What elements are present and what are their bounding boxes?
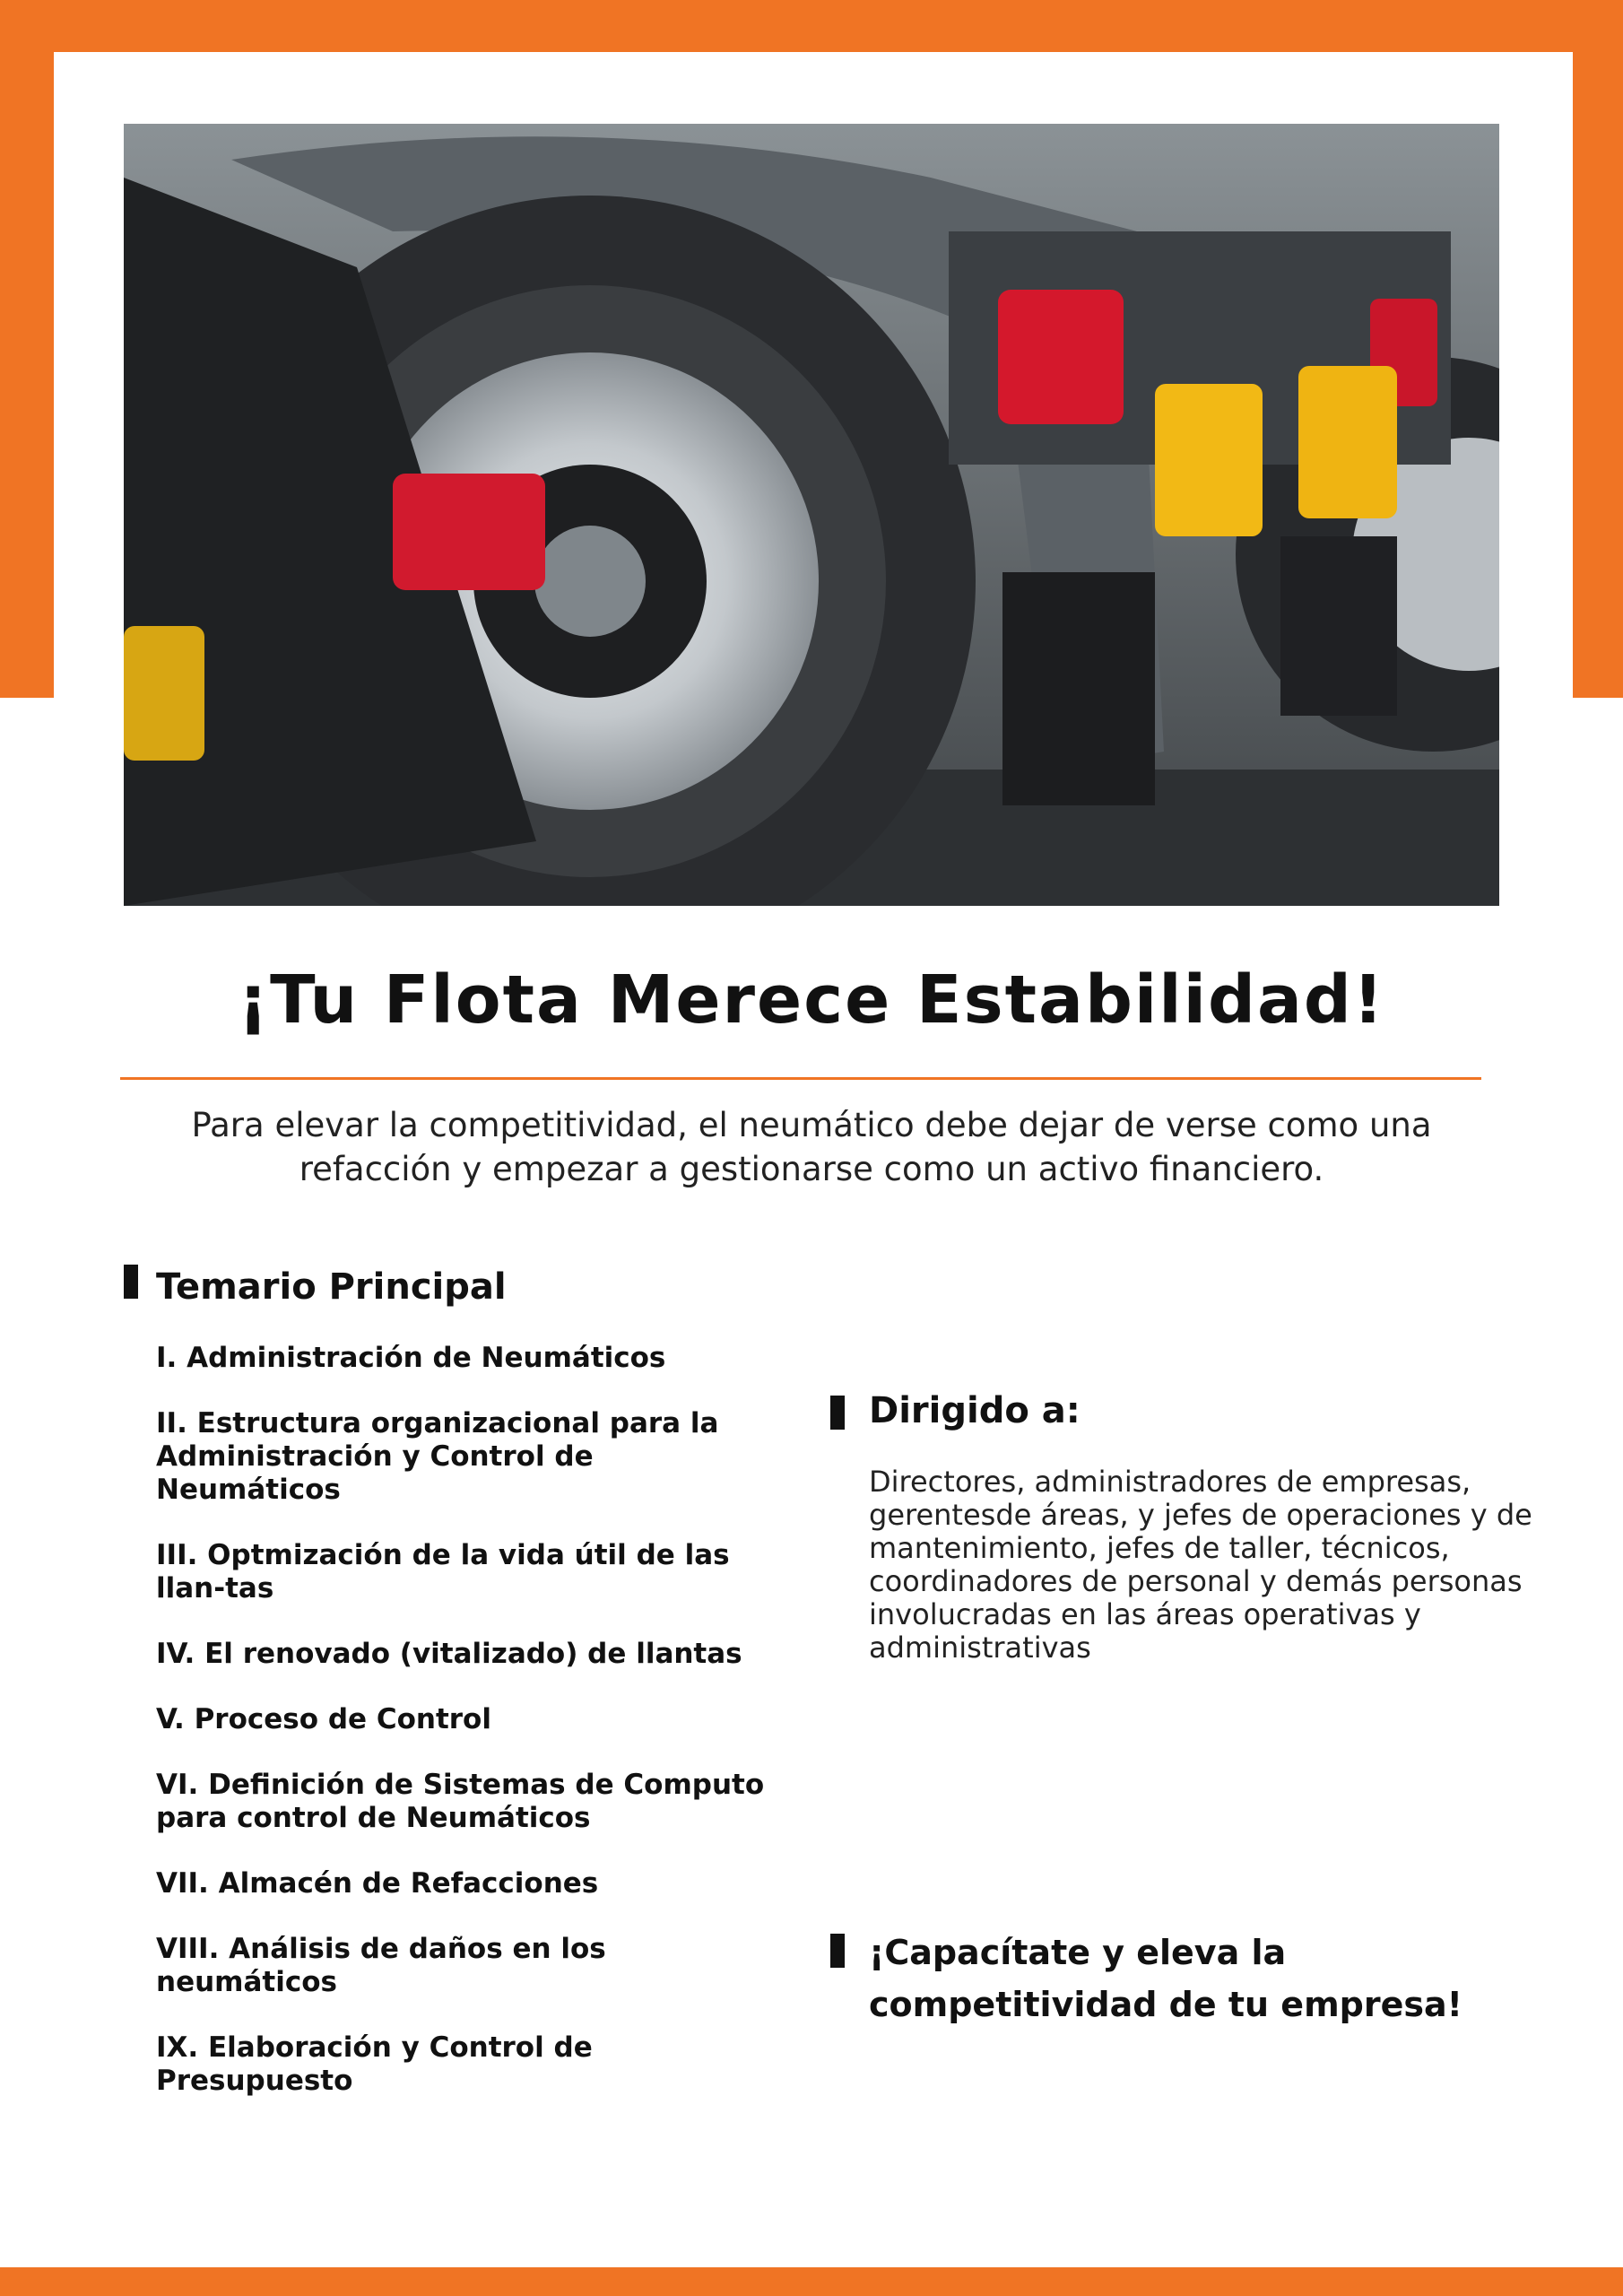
syllabus-item: III. Optmización de la vida útil de las llan-tas [156, 1539, 730, 1605]
audience-heading: Dirigido a: [869, 1390, 1081, 1431]
section-marker-syllabus [124, 1265, 138, 1299]
page-title: ¡Tu Flota Merece Estabilidad! [238, 961, 1385, 1039]
subtitle: Para elevar la competitividad, el neumático debe dejar de verse como una refacción y empezar a gestionarse como un activo financiero. [191, 1106, 1432, 1188]
section-marker-cta [830, 1934, 845, 1968]
syllabus-list [156, 1342, 784, 2130]
syllabus-item: II. Estructura organizacional para la Administración y Control de Neumáticos [156, 1407, 719, 1506]
truck-wheels-illustration [124, 124, 1499, 906]
section-marker-audience [830, 1396, 845, 1430]
orange-bottom-band [0, 2267, 1623, 2296]
syllabus-item: I. Administración de Neumáticos [156, 1342, 666, 1374]
syllabus-item: VI. Definición de Sistemas de Computo para control de Neumáticos [156, 1769, 765, 1834]
call-to-action: ¡Capacítate y eleva la competitividad de tu empresa! [869, 1933, 1462, 2024]
syllabus-item: IV. El renovado (vitalizado) de llantas [156, 1638, 742, 1670]
hero-image [124, 124, 1499, 906]
syllabus-heading: Temario Principal [156, 1266, 507, 1308]
syllabus-item: IX. Elaboración y Control de Presupuesto [156, 2031, 593, 2097]
title-divider [120, 1077, 1481, 1080]
air-connector [1155, 384, 1263, 536]
syllabus-item: VII. Almacén de Refacciones [156, 1867, 599, 1900]
syllabus-item: V. Proceso de Control [156, 1703, 491, 1735]
tail-light [998, 290, 1124, 424]
audience-text: Directores, administradores de empresas, gerentesde áreas, y jefes de operaciones y de mantenimiento, jefes de taller, técnicos, coordinadores de personal y demás personas involucradas en las áreas operativas y administrativas [869, 1465, 1532, 1665]
syllabus-item: VIII. Análisis de daños en los neumáticos [156, 1933, 606, 1998]
